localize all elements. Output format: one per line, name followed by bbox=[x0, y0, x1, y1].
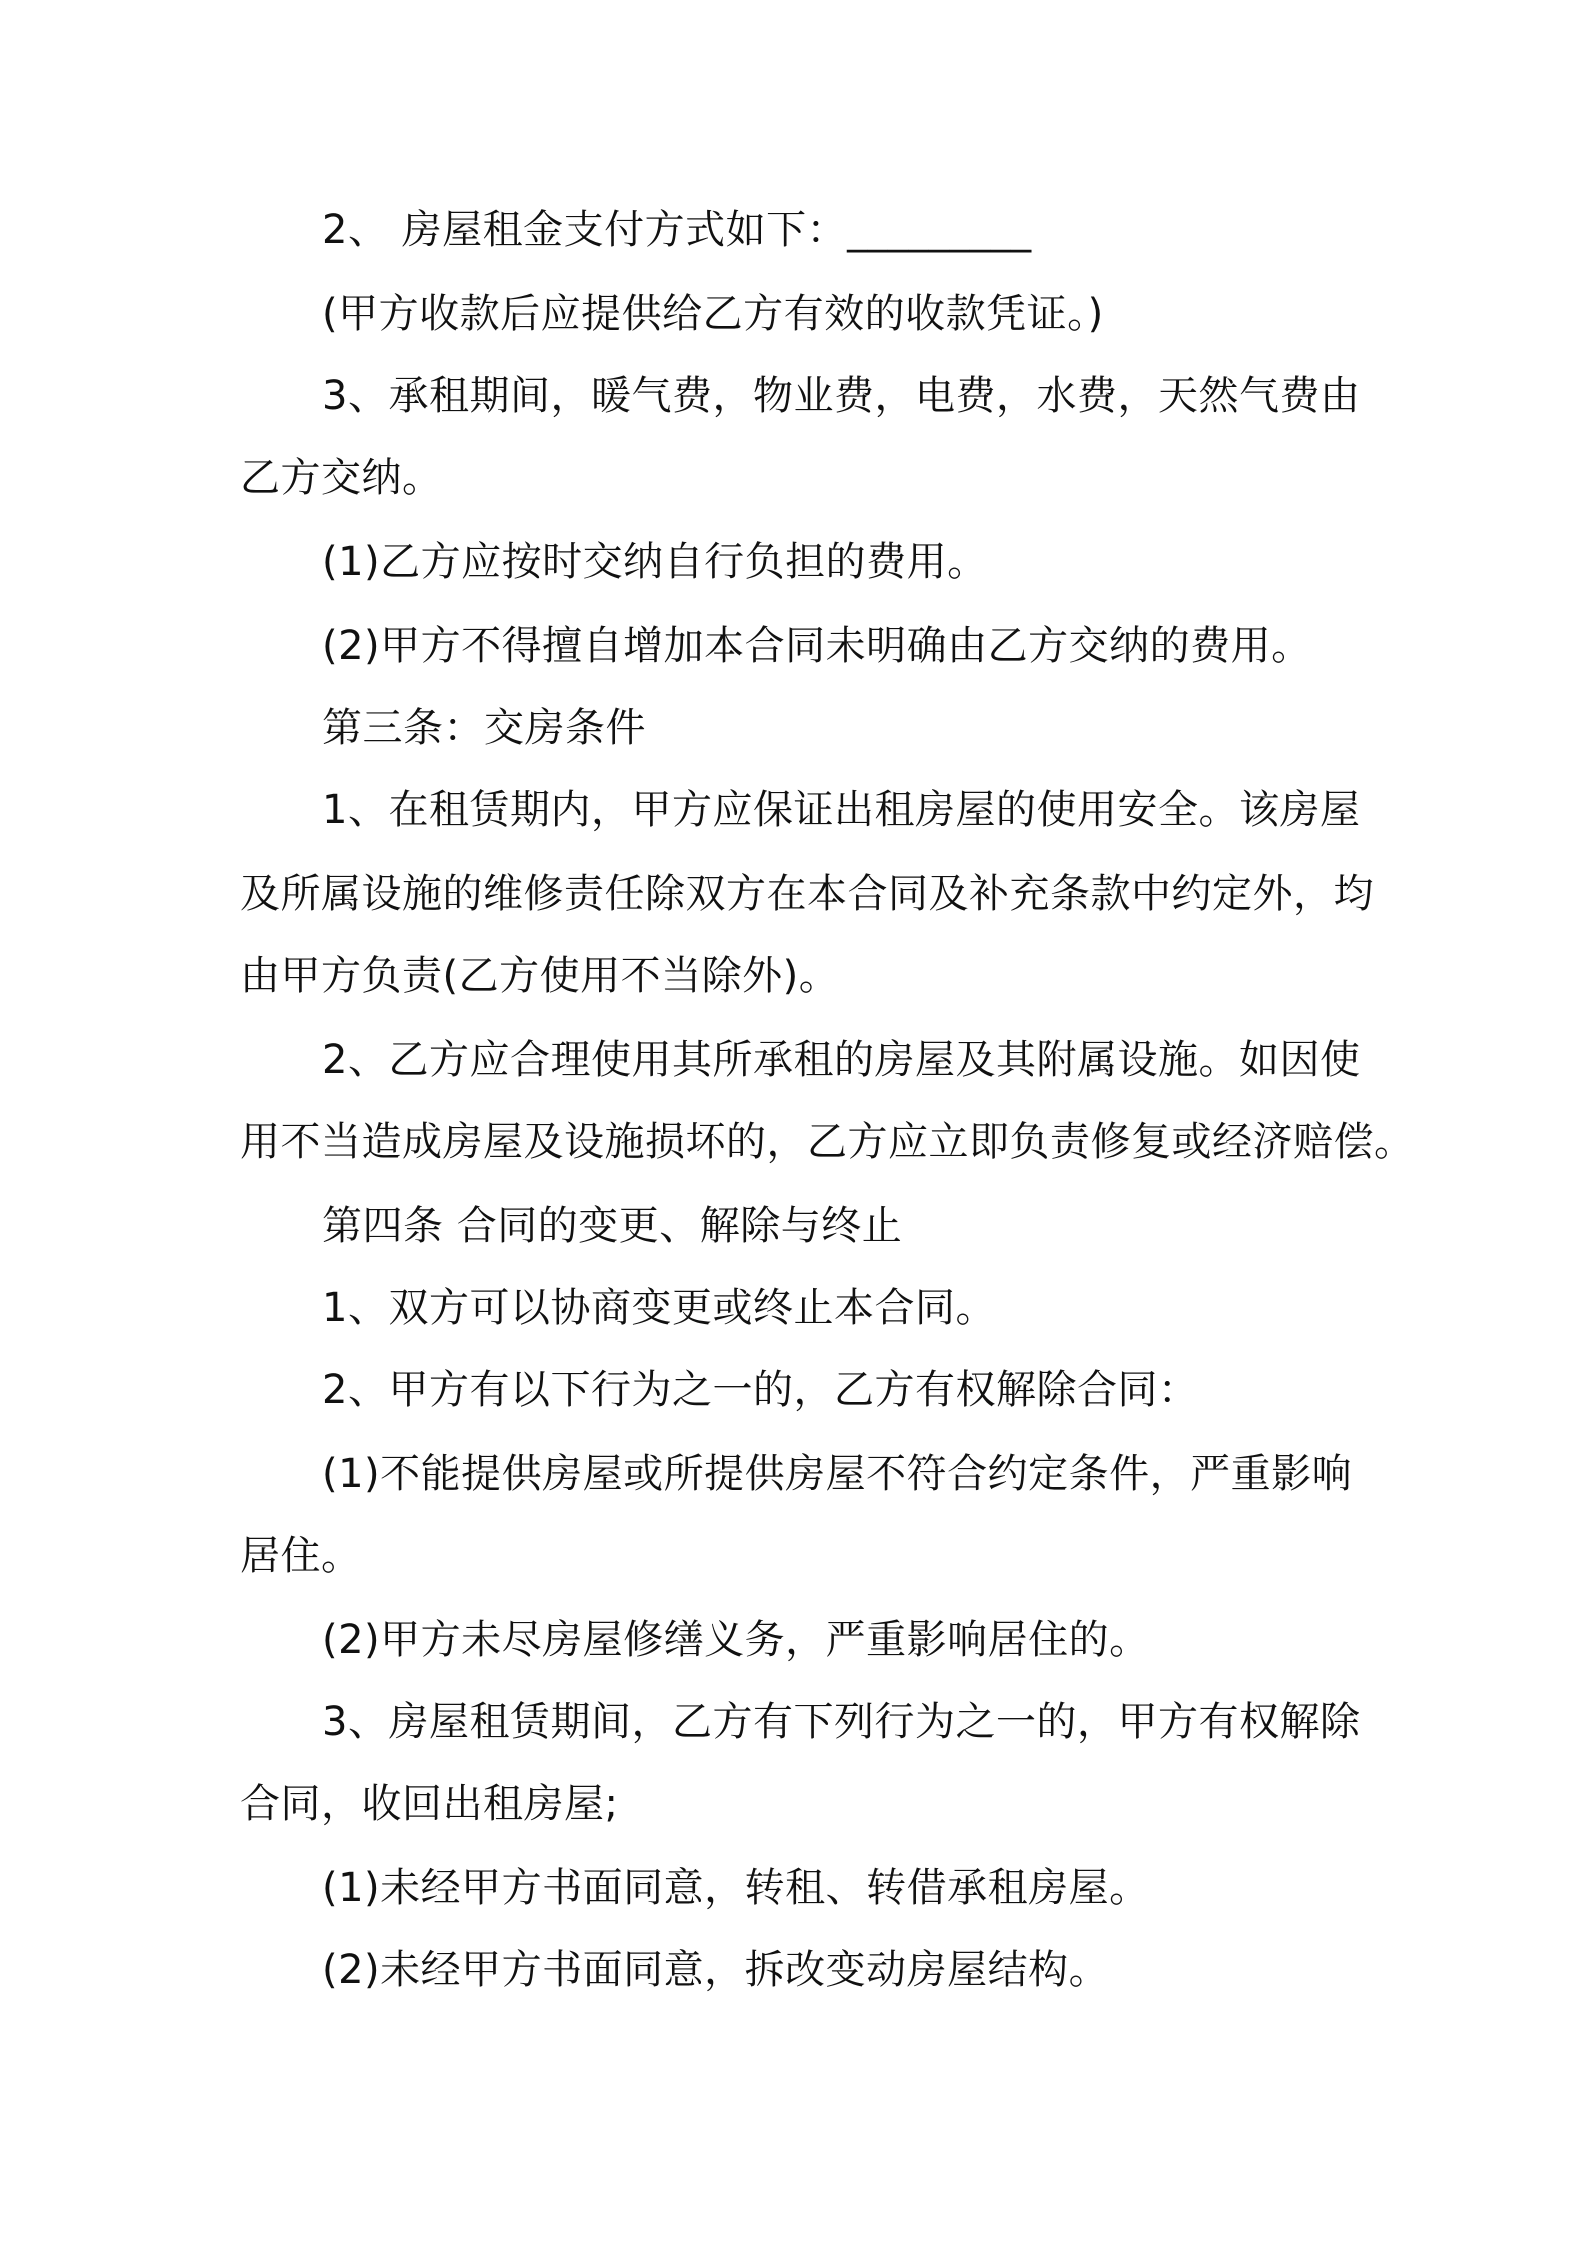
utility-fees-line-2: 乙方交纳。 bbox=[240, 455, 443, 501]
fees-item-1: (1)乙方应按时交纳自行负担的费用。 bbox=[322, 539, 988, 585]
article-three-clause-1-line-1: 1、在租赁期内，甲方应保证出租房屋的使用安全。该房屋 bbox=[322, 787, 1361, 833]
article-three-clause-2-line-1: 2、乙方应合理使用其所承租的房屋及其附属设施。如因使 bbox=[322, 1037, 1361, 1083]
fees-item-2: (2)甲方不得擅自增加本合同未明确由乙方交纳的费用。 bbox=[322, 623, 1312, 669]
article-four-clause-3-line-2: 合同，收回出租房屋; bbox=[240, 1781, 619, 1827]
article-three-clause-2-line-2: 用不当造成房屋及设施损坏的，乙方应立即负责修复或经济赔偿。 bbox=[240, 1119, 1415, 1165]
article-four-clause-1: 1、双方可以协商变更或终止本合同。 bbox=[322, 1285, 996, 1331]
article-three-heading: 第三条：交房条件 bbox=[322, 705, 646, 751]
article-three-clause-1-line-2: 及所属设施的维修责任除双方在本合同及补充条款中约定外，均 bbox=[240, 871, 1374, 917]
article-three-clause-1-line-3: 由甲方负责(乙方使用不当除外)。 bbox=[240, 953, 840, 999]
clause-3-item-2: (2)未经甲方书面同意，拆改变动房屋结构。 bbox=[322, 1947, 1110, 1993]
payment-method-line: 2、 房屋租金支付方式如下：_________ bbox=[322, 207, 1032, 253]
utility-fees-line-1: 3、承租期间，暖气费，物业费，电费，水费，天然气费由 bbox=[322, 373, 1361, 419]
clause-3-item-1: (1)未经甲方书面同意，转租、转借承租房屋。 bbox=[322, 1865, 1150, 1911]
clause-2-item-1-line-2: 居住。 bbox=[240, 1533, 362, 1579]
article-four-clause-3-line-1: 3、房屋租赁期间，乙方有下列行为之一的，甲方有权解除 bbox=[322, 1699, 1361, 1745]
receipt-note-line: (甲方收款后应提供给乙方有效的收款凭证。) bbox=[322, 291, 1104, 337]
article-four-clause-2: 2、甲方有以下行为之一的，乙方有权解除合同： bbox=[322, 1367, 1199, 1413]
clause-2-item-1-line-1: (1)不能提供房屋或所提供房屋不符合约定条件，严重影响 bbox=[322, 1451, 1353, 1497]
article-four-heading: 第四条 合同的变更、解除与终止 bbox=[322, 1203, 903, 1249]
clause-2-item-2: (2)甲方未尽房屋修缮义务，严重影响居住的。 bbox=[322, 1617, 1150, 1663]
